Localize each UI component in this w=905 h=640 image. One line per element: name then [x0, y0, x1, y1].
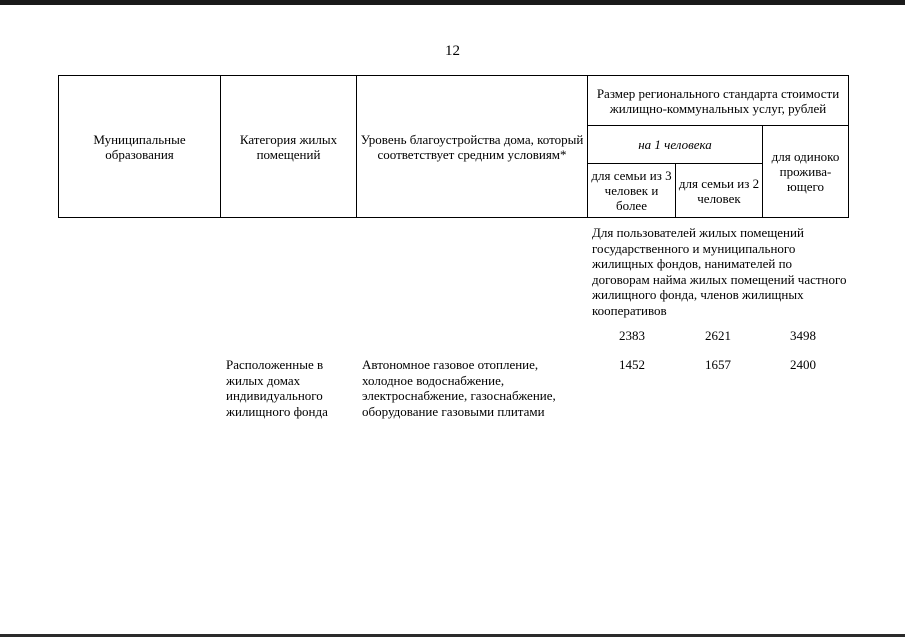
scan-edge-bottom	[0, 634, 905, 637]
scan-edge-top	[0, 0, 905, 5]
header-municipal: Муниципальные образования	[59, 76, 221, 218]
header-per-person: на 1 человека	[588, 126, 763, 164]
header-category: Категория жилых помещений	[221, 76, 357, 218]
row1-value-single: 3498	[790, 328, 816, 343]
row2-value-family3: 1452	[619, 357, 645, 372]
row2-category: Расположенные в жилых домах индивидуального жилищного фонда	[226, 357, 328, 419]
header-single: для одиноко прожива-ющего	[763, 126, 849, 218]
row1-value-family2: 2621	[705, 328, 731, 343]
row2-value-family2: 1657	[705, 357, 731, 372]
row1-value-family3: 2383	[619, 328, 645, 343]
row2-value-single: 2400	[790, 357, 816, 372]
header-size: Размер регионального стандарта стоимости жилищно-коммунальных услуг, рублей	[588, 76, 849, 126]
section-note: Для пользователей жилых помещений государственного и муниципального жилищных фондов, нанимателей по договорам найма жилых помещений частного жилищного фонда, членов жилищных кооперативов	[592, 225, 847, 318]
header-level: Уровень благоустройства дома, который соответствует средним условиям*	[357, 76, 588, 218]
header-family3: для семьи из 3 человек и более	[588, 164, 676, 218]
table-header	[58, 75, 849, 218]
page-number: 12	[445, 43, 460, 59]
header-family2: для семьи из 2 человек	[676, 164, 763, 218]
row2-level: Автономное газовое отопление, холодное водоснабжение, электроснабжение, газоснабжение, оборудование газовыми плитами	[362, 357, 556, 419]
